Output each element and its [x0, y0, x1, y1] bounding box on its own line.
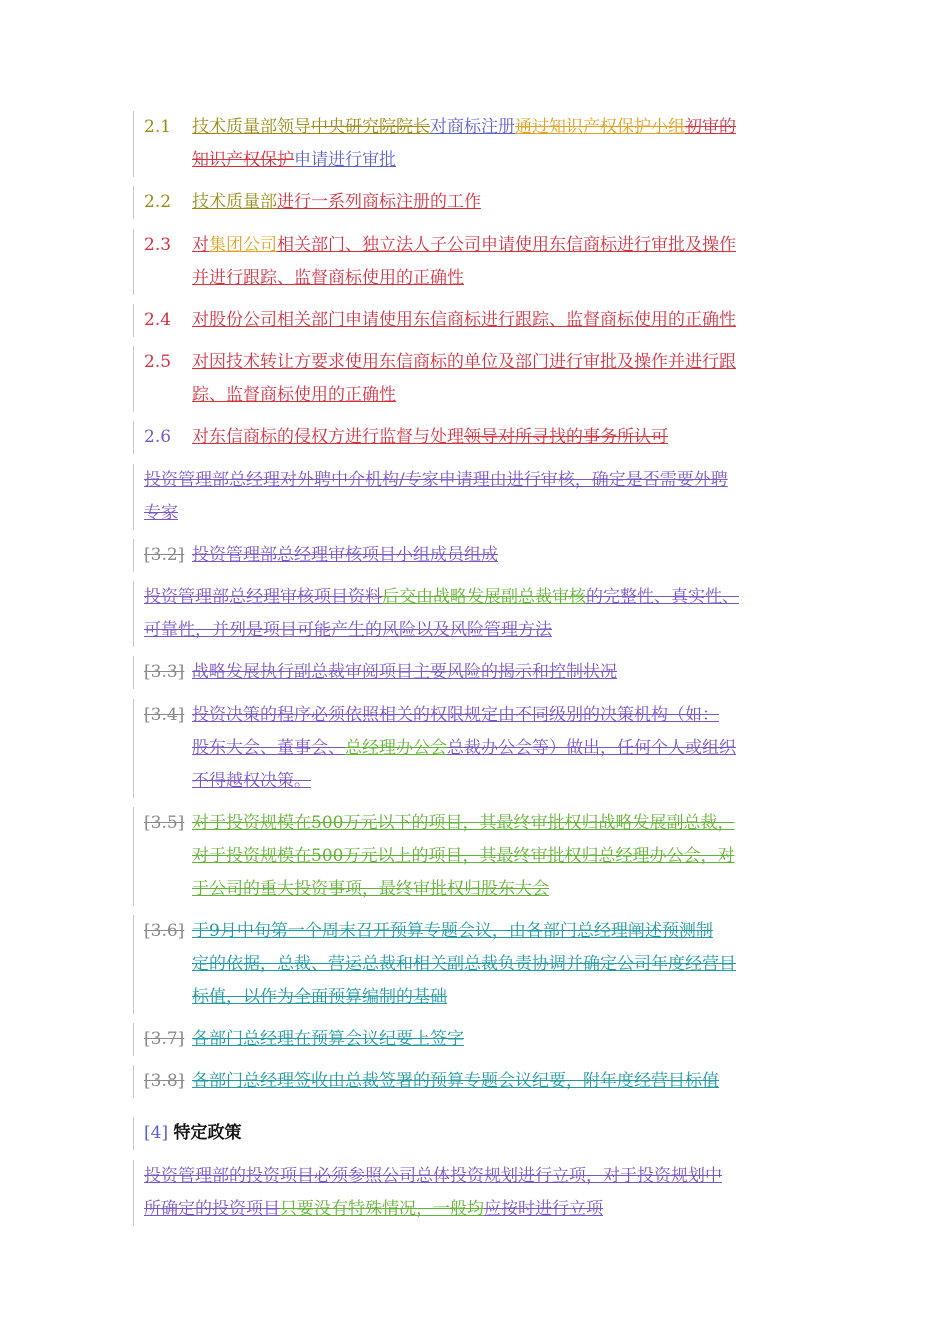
paragraph-3-8 — [133, 1065, 824, 1098]
deleted-text: 所确定的投资项目 — [144, 1199, 280, 1219]
paragraph-line — [144, 1023, 824, 1056]
item-number: 2.3 — [144, 235, 172, 255]
paragraph-3-2 — [133, 539, 824, 572]
deleted-text: 于9月中旬第一个周末召开预算专题会议，由各部门总经理阐述预测制 — [192, 921, 713, 941]
deleted-text: 知识产权保护 — [192, 150, 294, 170]
paragraph-line — [144, 144, 824, 177]
deleted-text: 总经理办公会 — [345, 738, 447, 758]
text-run: 技术质量部 — [192, 192, 277, 212]
item-number: 2.1 — [144, 117, 172, 137]
item-number: [3.6] — [144, 921, 185, 941]
deleted-text: 投资决策的程序必须依照相关的权限规定由不同级别的决策机构（如： — [192, 705, 719, 725]
deleted-text: 投资管理部总经理审核项目小组成员组成 — [192, 545, 498, 565]
paragraph-line — [144, 873, 824, 906]
paragraph-line — [144, 346, 824, 379]
item-number: 2.2 — [144, 192, 172, 212]
paragraph-3-6 — [133, 915, 824, 1014]
deleted-text: 不得越权决策。 — [192, 771, 311, 791]
deleted-text: 各部门总经理签收由总裁签署的预算专题会议纪要，附年度经营目标值 — [192, 1071, 719, 1091]
paragraph-line — [144, 732, 824, 765]
paragraph-3-5 — [133, 807, 824, 906]
item-number: [3.5] — [144, 813, 185, 833]
paragraph-2-6 — [133, 421, 824, 454]
deleted-text: 于公司的重大投资事项，最终审批权归股东大会 — [192, 879, 549, 899]
paragraph-project-review — [133, 581, 824, 647]
paragraph-line — [144, 656, 824, 689]
deleted-text: 定的依据，总裁、营运总裁和相关副总裁负责协调并确定公司年度经营目 — [192, 954, 736, 974]
deleted-text: 投资管理部总经理审核项目资料 — [144, 587, 382, 607]
paragraph-2-1 — [133, 111, 824, 177]
deleted-text: 只要没有特殊情况，一般均 — [280, 1199, 484, 1219]
item-number: 2.5 — [144, 352, 172, 372]
paragraph-line — [144, 765, 824, 798]
deleted-text: 应按时进行立项 — [484, 1199, 603, 1219]
item-number: [3.3] — [144, 662, 185, 682]
paragraph-line — [144, 497, 824, 530]
text-run: 对 — [192, 235, 209, 255]
paragraph-2-5 — [133, 346, 824, 412]
paragraph-2-2 — [133, 186, 824, 219]
inserted-text: 对商标注册 — [430, 117, 515, 137]
deleted-text: 投资管理部的投资项目必须参照公司总体投资规划进行立项，对于投资规划中 — [144, 1166, 722, 1186]
paragraph-line — [144, 840, 824, 873]
item-number: [3.2] — [144, 545, 185, 565]
paragraph-line — [144, 111, 824, 144]
paragraph-line — [144, 186, 824, 219]
paragraph-line — [144, 614, 824, 647]
deleted-text: 的完整性、真实性、 — [586, 587, 739, 607]
item-number: [3.8] — [144, 1071, 185, 1091]
paragraph-line — [144, 699, 824, 732]
item-number: [3.7] — [144, 1029, 185, 1049]
text-run: 对因技术转让方要求使用东信商标的单位及部门进行审批及操作并进行跟 — [192, 352, 736, 372]
paragraph-line — [144, 1160, 824, 1193]
section-heading — [133, 1117, 824, 1150]
heading-title: 特定政策 — [173, 1123, 242, 1143]
paragraph-line — [144, 421, 824, 454]
text-run: 集团公司 — [209, 235, 277, 255]
deleted-text: 后交由战略发展副总裁审核 — [382, 587, 586, 607]
paragraph-line — [144, 304, 824, 337]
inserted-text: 申请进行审批 — [294, 150, 396, 170]
deleted-text: 领导对所寻找的事务所认可 — [464, 427, 668, 447]
deleted-text: 初审的 — [685, 117, 736, 137]
paragraph-3-3 — [133, 656, 824, 689]
paragraph-line — [144, 464, 824, 497]
text-run: 对东信商标的侵权方进行监督与处理 — [192, 427, 464, 447]
deleted-text: 专家 — [144, 503, 178, 523]
item-number: [3.4] — [144, 705, 185, 725]
paragraph-2-3 — [133, 229, 824, 295]
paragraph-line — [144, 915, 824, 948]
paragraph-line — [144, 948, 824, 981]
inserted-text: 进行一系列商标注册的工作 — [277, 192, 481, 212]
paragraph-3-7 — [133, 1023, 824, 1056]
text-run: 对股份公司相关部门申请使用东信商标进行跟踪、监督商标使用的正确性 — [192, 310, 736, 330]
item-number: 2.4 — [144, 310, 172, 330]
deleted-text: 可靠性，并列是项目可能产生的风险以及风险管理方法 — [144, 620, 552, 640]
deleted-text: 中央研究院院长 — [311, 117, 430, 137]
paragraph-external-experts — [133, 464, 824, 530]
deleted-text: 对于投资规模在500万元以下的项目，其最终审批权归战略发展副总裁， — [192, 813, 735, 833]
text-run: 技术质量部领导 — [192, 117, 311, 137]
deleted-text: 股东大会、董事会、 — [192, 738, 345, 758]
paragraph-2-4 — [133, 304, 824, 337]
paragraph-line — [144, 1193, 824, 1226]
paragraph-specific-policy — [133, 1160, 824, 1226]
paragraph-3-4 — [133, 699, 824, 798]
text-run: 相关部门、独立法人子公司申请使用东信商标进行审批及操作 — [277, 235, 736, 255]
paragraph-line — [144, 807, 824, 840]
paragraph-line — [144, 229, 824, 262]
deleted-text: 对于投资规模在500万元以上的项目，其最终审批权归总经理办公会，对 — [192, 846, 735, 866]
deleted-text: 战略发展执行副总裁审阅项目主要风险的揭示和控制状况 — [192, 662, 617, 682]
deleted-text: 总裁办公会等）做出，任何个人或组织 — [447, 738, 736, 758]
paragraph-line — [144, 1065, 824, 1098]
deleted-text: 通过知识产权保护小组 — [515, 117, 685, 137]
deleted-text: 各部门总经理在预算会议纪要上签字 — [192, 1029, 464, 1049]
heading-number: [4] — [144, 1123, 169, 1143]
item-number: 2.6 — [144, 427, 172, 447]
paragraph-line — [144, 379, 824, 412]
paragraph-line — [144, 539, 824, 572]
text-run: 并进行跟踪、监督商标使用的正确性 — [192, 268, 464, 288]
deleted-text: 标值，以作为全面预算编制的基础 — [192, 987, 447, 1007]
paragraph-line — [144, 981, 824, 1014]
paragraph-line — [144, 581, 824, 614]
paragraph-line — [144, 262, 824, 295]
text-run: 踪、监督商标使用的正确性 — [192, 385, 396, 405]
deleted-text: 投资管理部总经理对外聘中介机构/专家申请理由进行审核，确定是否需要外聘 — [144, 470, 728, 490]
